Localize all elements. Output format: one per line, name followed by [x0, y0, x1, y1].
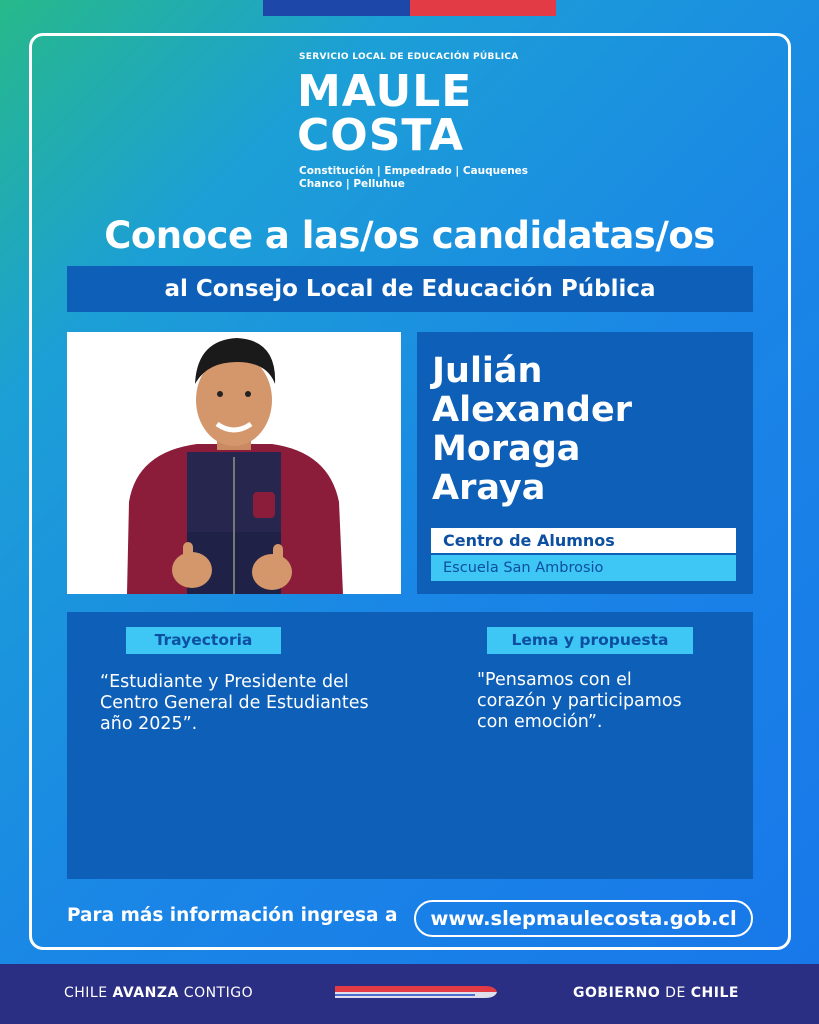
- school-tag: Escuela San Ambrosio: [431, 555, 736, 581]
- top-bar-blue: [263, 0, 410, 16]
- band-left-word-2: AVANZA: [112, 985, 179, 1001]
- candidate-portrait-illustration: [67, 332, 401, 594]
- logo-costa: COSTA: [297, 110, 465, 161]
- website-link[interactable]: www.slepmaulecosta.gob.cl: [414, 900, 753, 937]
- motto-text: "Pensamos con el corazón y participamos con emoción”.: [477, 670, 682, 732]
- candidate-photo: [67, 332, 401, 594]
- subtitle-banner: [67, 266, 753, 312]
- candidate-name: [432, 352, 632, 508]
- role-tag: Centro de Alumnos: [431, 528, 736, 553]
- trajectory-tag: Trayectoria: [126, 627, 281, 654]
- name-line-1: Julián: [432, 351, 543, 391]
- communes-list: [299, 165, 528, 191]
- logo-maule: MAULE: [297, 66, 473, 117]
- communes-line-2: Chanco | Pelluhue: [299, 178, 405, 190]
- page-title: Conoce a las/os candidatas/os: [104, 214, 715, 257]
- name-line-3: Moraga: [432, 429, 581, 469]
- top-bar-red: [410, 0, 557, 16]
- gobierno-de-chile: [573, 985, 739, 1001]
- motto-tag: Lema y propuesta: [487, 627, 693, 654]
- chile-avanza-contigo: [64, 985, 253, 1001]
- band-right-word-1: GOBIERNO: [573, 985, 661, 1001]
- top-flag-bar: [263, 0, 556, 16]
- subtitle-text: al Consejo Local de Educación Pública: [164, 276, 656, 302]
- name-line-4: Araya: [432, 468, 546, 508]
- more-info-text: Para más información ingresa a: [67, 905, 398, 926]
- band-left-word-3: CONTIGO: [178, 985, 254, 1001]
- band-left-word-1: CHILE: [64, 985, 113, 1001]
- trajectory-text: “Estudiante y Presidente del Centro General de Estudiantes año 2025”.: [100, 672, 369, 734]
- service-label: SERVICIO LOCAL DE EDUCACIÓN PÚBLICA: [299, 52, 519, 62]
- communes-line-1: Constitución | Empedrado | Cauquenes: [299, 165, 529, 177]
- name-line-2: Alexander: [432, 390, 632, 430]
- flag-stripes-icon: [335, 982, 499, 1002]
- band-right-word-2: DE: [660, 985, 691, 1001]
- band-right-word-3: CHILE: [690, 985, 739, 1001]
